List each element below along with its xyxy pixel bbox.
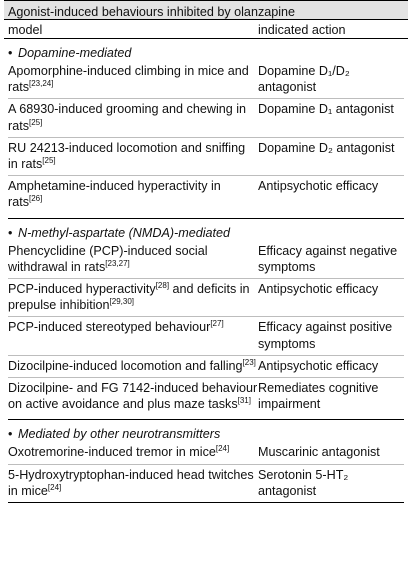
model-cell: [8, 358, 258, 374]
model-cell: [8, 380, 258, 412]
section-label: [8, 39, 404, 61]
model-text: Oxotremorine-induced tremor in mice: [8, 445, 216, 460]
reference-superscript: [23]: [242, 357, 256, 367]
reference-superscript: [27]: [210, 319, 224, 329]
section: [4, 420, 408, 502]
action-cell: Dopamine D₁ antagonist: [258, 102, 394, 117]
table-row: [8, 316, 404, 354]
model-cell: [8, 101, 258, 133]
model-text-continued: and deficits in prepulse inhibition: [8, 282, 250, 313]
section: [4, 219, 408, 416]
section-label: [8, 219, 404, 241]
table-body: [4, 39, 408, 502]
section: [4, 39, 408, 214]
section-label-text: Dopamine-mediated: [18, 46, 132, 60]
model-text: Apomorphine-induced climbing in mice and rats: [8, 64, 249, 95]
action-cell: Antipsychotic efficacy: [258, 179, 379, 194]
action-cell: Efficacy against positive symptoms: [258, 320, 393, 351]
model-cell: [8, 140, 258, 172]
section-label: [8, 420, 404, 442]
action-cell: Dopamine D₁/D₂ antagonist: [258, 64, 350, 95]
table-title: Agonist-induced behaviours inhibited by olanzapine: [4, 0, 408, 19]
reference-superscript: [26]: [29, 194, 43, 204]
table-row: [8, 355, 404, 377]
reference-superscript: [24]: [215, 444, 230, 454]
reference-superscript: [25]: [29, 117, 43, 127]
table-row: [8, 175, 404, 213]
table-row: [8, 377, 404, 415]
action-cell: Antipsychotic efficacy: [258, 358, 379, 373]
bottom-rule: [8, 502, 404, 503]
model-cell: [8, 178, 258, 210]
table-row: [8, 241, 404, 278]
header-model: model: [8, 23, 43, 37]
bullet-mark: •: [8, 46, 13, 60]
header-row: [4, 19, 408, 39]
model-text: Dizocilpine- and FG 7142-induced behaviour on active avoidance and plus maze tasks: [8, 381, 258, 412]
reference-superscript: [24]: [47, 482, 62, 492]
section-label-text: Mediated by other neurotransmitters: [18, 427, 221, 442]
action-cell: Antipsychotic efficacy: [258, 282, 379, 297]
model-text: A 68930-induced grooming and chewing in rats: [8, 102, 247, 133]
table-row: [8, 137, 404, 175]
model-text: PCP-induced hyperactivity: [8, 282, 156, 297]
reference-superscript: [23,27]: [105, 258, 130, 268]
table-row: [8, 98, 404, 136]
header-action: indicated action: [258, 23, 346, 37]
model-text: Amphetamine-induced hyperactivity in rats: [8, 179, 221, 210]
model-cell: [8, 467, 258, 499]
model-cell: [8, 63, 258, 95]
bullet-mark: •: [8, 427, 13, 442]
model-text: 5-Hydroxytryptophan-induced head twitches in mice: [8, 467, 254, 498]
action-cell: Efficacy against negative symptoms: [258, 243, 398, 274]
model-cell: [8, 243, 258, 275]
action-cell: Dopamine D₂ antagonist: [258, 140, 395, 155]
section-label-text: N-methyl-aspartate (NMDA)-mediated: [18, 225, 231, 240]
table-row: [8, 442, 404, 463]
reference-superscript: [29,30]: [109, 297, 134, 307]
model-cell: [8, 444, 258, 460]
action-cell: Muscarinic antagonist: [258, 445, 380, 460]
reference-superscript: [31]: [237, 396, 251, 406]
model-cell: [8, 281, 258, 313]
model-text: Dizocilpine-induced locomotion and falling: [8, 358, 243, 373]
reference-superscript: [28]: [155, 280, 170, 290]
table-row: [8, 61, 404, 98]
table-row: [8, 464, 404, 502]
model-text: PCP-induced stereotyped behaviour: [8, 320, 211, 335]
table-row: [8, 278, 404, 316]
model-text: Phencyclidine (PCP)-induced social withdrawal in rats: [8, 243, 208, 274]
model-text: RU 24213-induced locomotion and sniffing in rats: [8, 140, 246, 172]
reference-superscript: [25]: [42, 155, 56, 165]
bullet-mark: •: [8, 225, 13, 240]
action-cell: Serotonin 5-HT₂ antagonist: [258, 467, 349, 498]
action-cell: Remediates cognitive impairment: [258, 381, 379, 412]
model-cell: [8, 319, 258, 351]
reference-superscript: [23,24]: [29, 79, 54, 89]
